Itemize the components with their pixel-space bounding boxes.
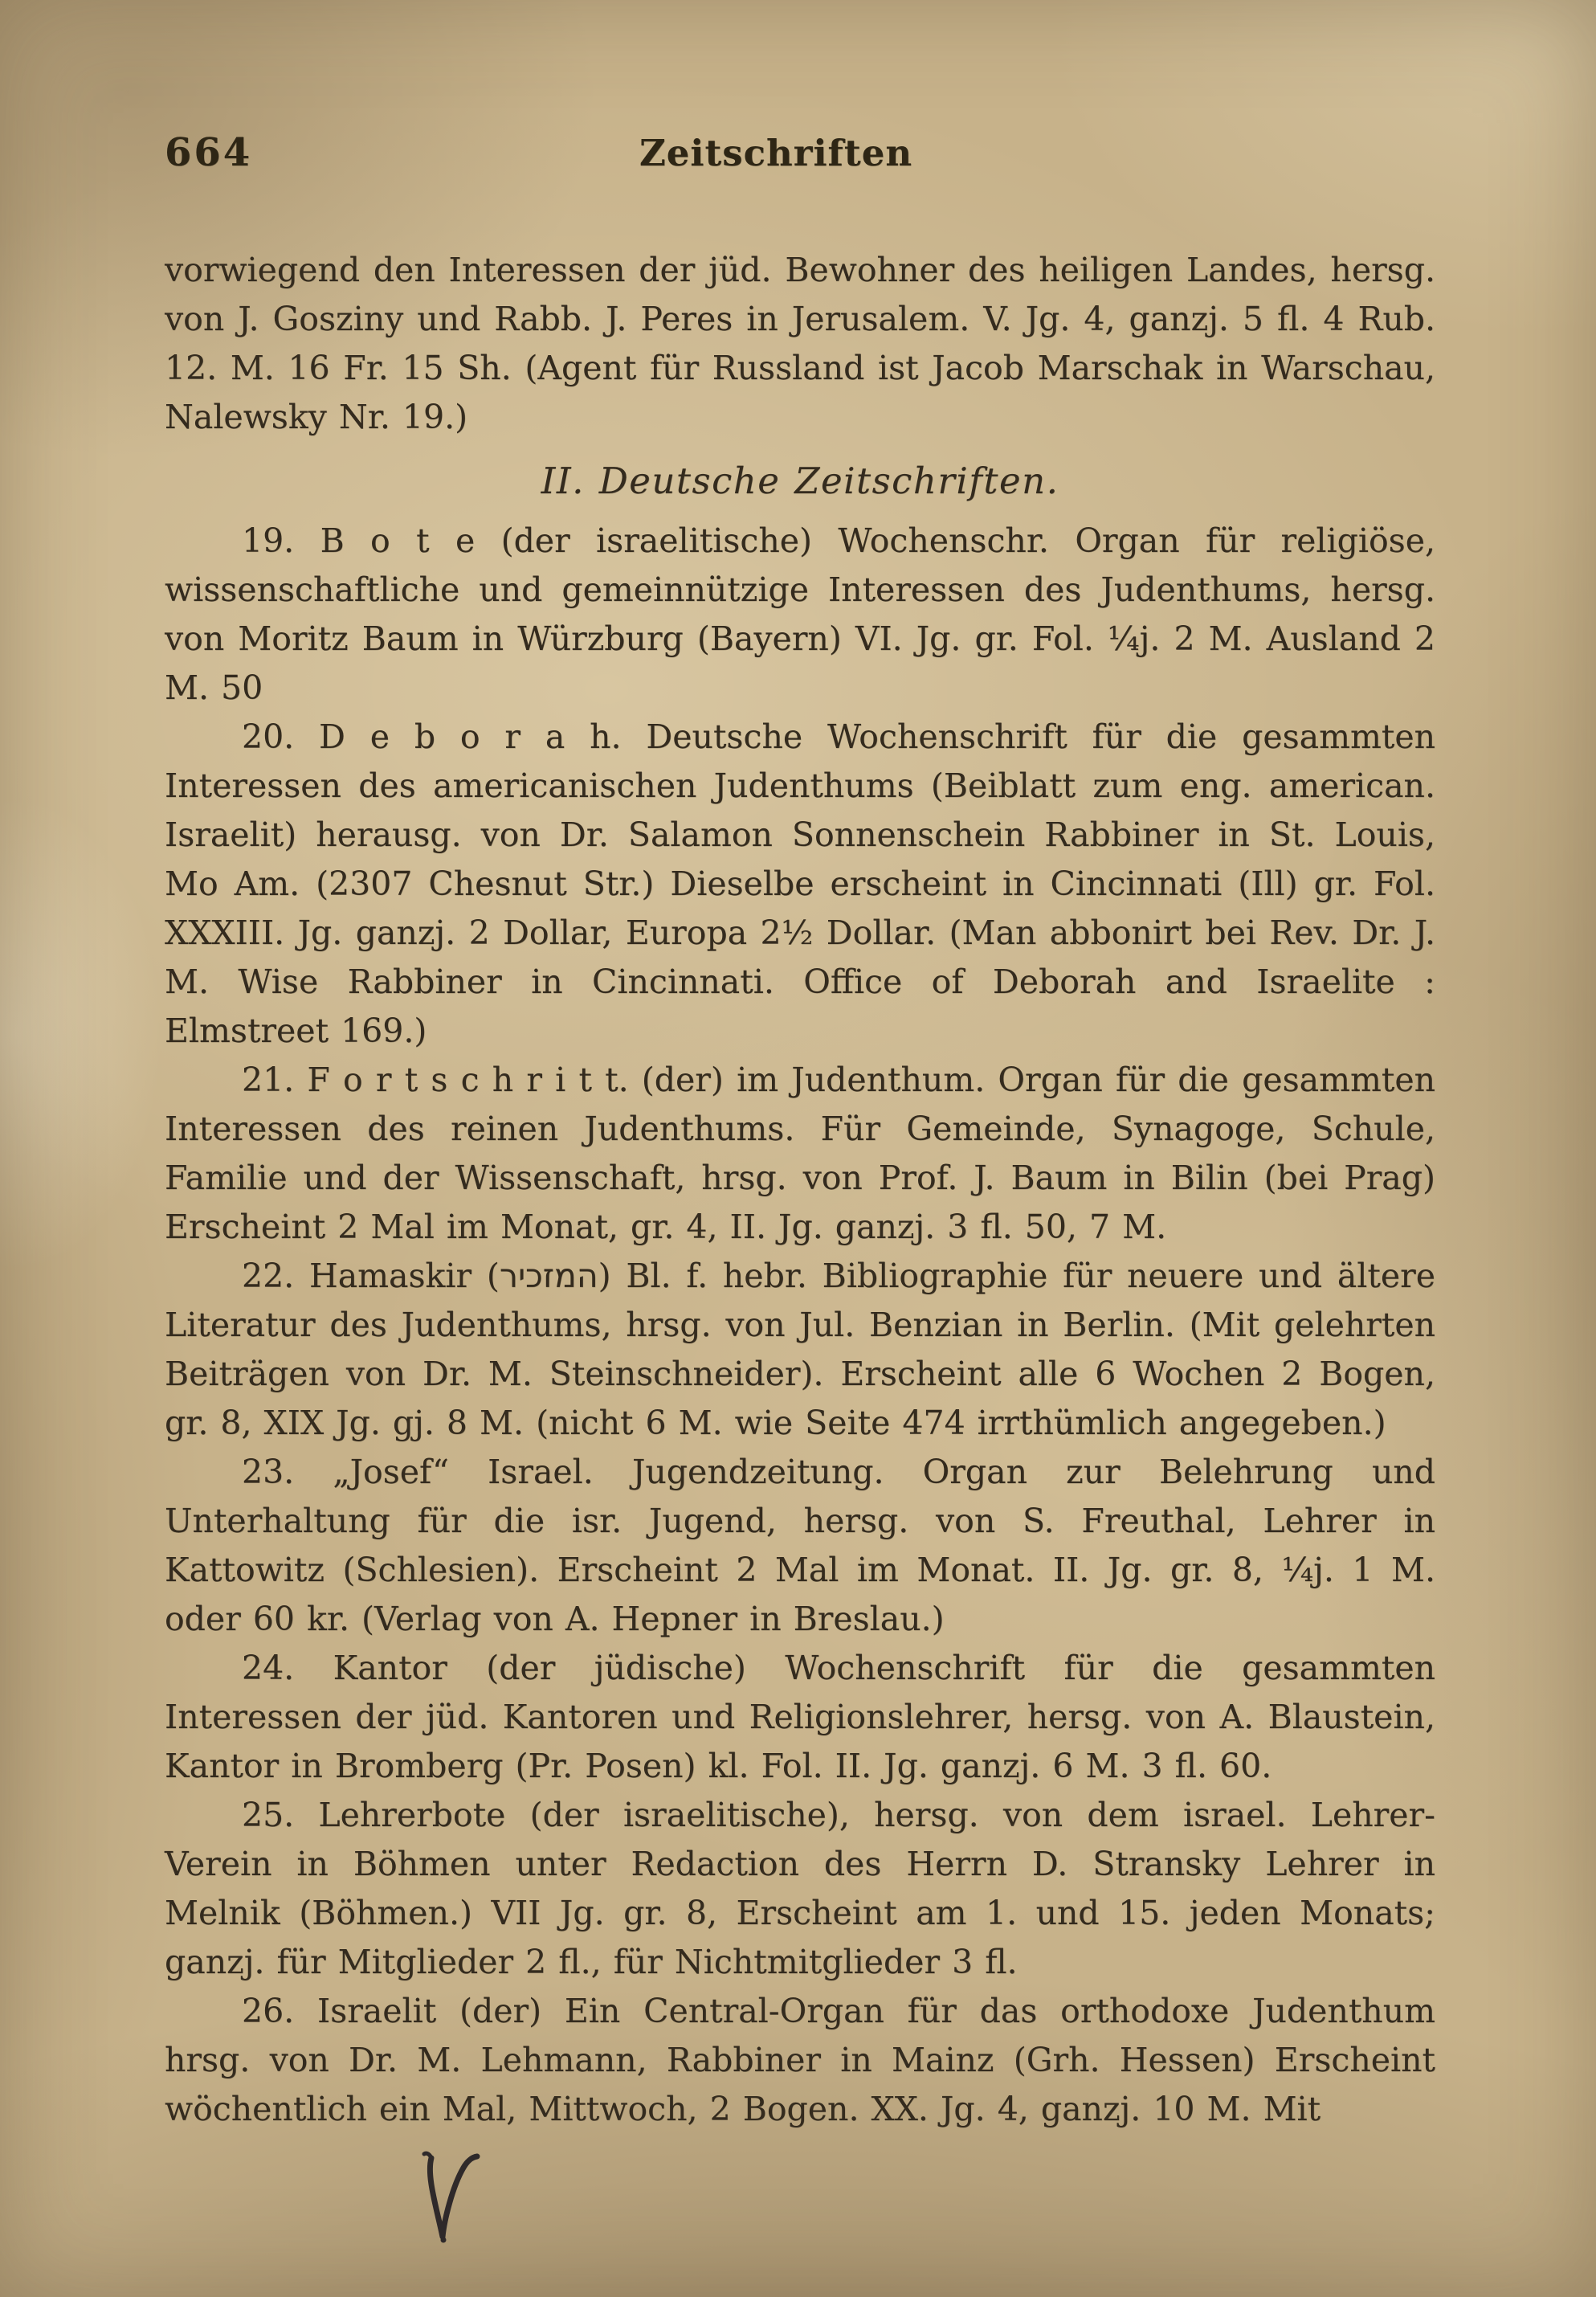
entry-23: 23. „Josef“ Israel. Jugendzeitung. Organ zur Belehrung und Unterhaltung für die isr. Jugend, hersg. von S. Freuthal, Lehrer in Kattowitz (Schlesien). Erscheint 2 Mal im Monat. II. Jg. gr. 8, ¼j. 1 M. oder 60 kr. (Verlag von A. Hepner in Breslau.) [165, 1453, 1435, 1638]
page-header [165, 130, 1435, 186]
text-block [165, 246, 1435, 2134]
section-heading: II. Deutsche Zeitschriften. [541, 460, 1059, 502]
entry-25: 25. Lehrerbote (der israelitische), hersg. von dem israel. Lehrer-Verein in Böhmen unter Redaction des Herrn D. Stransky Lehrer in Melnik (Böhmen.) VII Jg. gr. 8, Erscheint am 1. und 15. jeden Monats; ganzj. für Mitglieder 2 fl., für Nichtmitglieder 3 fl. [165, 1796, 1435, 1981]
handwritten-ink-mark-icon [414, 2147, 494, 2251]
entry-22: 22. Hamaskir (המזכיר) Bl. f. hebr. Bibliographie für neuere und ältere Literatur des Judenthums, hrsg. von Jul. Benzian in Berlin. (Mit gelehrten Beiträgen von Dr. M. Steinschneider). Erscheint alle 6 Wochen 2 Bogen, gr. 8, XIX Jg. gj. 8 M. (nicht 6 M. wie Seite 474 irrthümlich angegeben.) [165, 1257, 1435, 1442]
entry-19: 19. B o t e (der israelitische) Wochenschr. Organ für religiöse, wissenschaftliche und gemeinnützige Interessen des Judenthums, hersg. von Moritz Baum in Würzburg (Bayern) VI. Jg. gr. Fol. ¼j. 2 M. Ausland 2 M. 50 [165, 521, 1435, 707]
entry-20: 20. D e b o r a h. Deutsche Wochenschrift für die gesammten Interessen des americanischen Judenthums (Beiblatt zum eng. american. Israelit) herausg. von Dr. Salamon Sonnenschein Rabbiner in St. Louis, Mo Am. (2307 Chesnut Str.) Dieselbe erscheint in Cincinnati (Ill) gr. Fol. XXXIII. Jg. ganzj. 2 Dollar, Europa 2½ Dollar. (Man abbonirt bei Rev. Dr. J. M. Wise Rabbiner in Cincinnati. Office of Deborah and Israelite : Elmstreet 169.) [165, 717, 1435, 1050]
entry-24: 24. Kantor (der jüdische) Wochenschrift für die gesammten Interessen der jüd. Kantoren und Religionslehrer, hersg. von A. Blaustein, Kantor in Bromberg (Pr. Posen) kl. Fol. II. Jg. ganzj. 6 M. 3 fl. 60. [165, 1649, 1435, 1785]
paragraph-continuation: vorwiegend den Interessen der jüd. Bewohner des heiligen Landes, hersg. von J. Gosziny und Rabb. J. Peres in Jerusalem. V. Jg. 4, ganzj. 5 fl. 4 Rub. 12. M. 16 Fr. 15 Sh. (Agent für Russland ist Jacob Marschak in Warschau, Nalewsky Nr. 19.) [165, 251, 1435, 436]
running-title: Zeitschriften [639, 132, 913, 174]
entry-21: 21. F o r t s c h r i t t. (der) im Judenthum. Organ für die gesammten Interessen des reinen Judenthums. Für Gemeinde, Synagoge, Schule, Familie und der Wissenschaft, hrsg. von Prof. J. Baum in Bilin (bei Prag) Erscheint 2 Mal im Monat, gr. 4, II. Jg. ganzj. 3 fl. 50, 7 M. [165, 1061, 1435, 1246]
page-number: 664 [165, 130, 253, 175]
entry-26: 26. Israelit (der) Ein Central-Organ für das orthodoxe Judenthum hrsg. von Dr. M. Lehmann, Rabbiner in Mainz (Grh. Hessen) Erscheint wöchentlich ein Mal, Mittwoch, 2 Bogen. XX. Jg. 4, ganzj. 10 M. Mit [165, 1992, 1435, 2128]
